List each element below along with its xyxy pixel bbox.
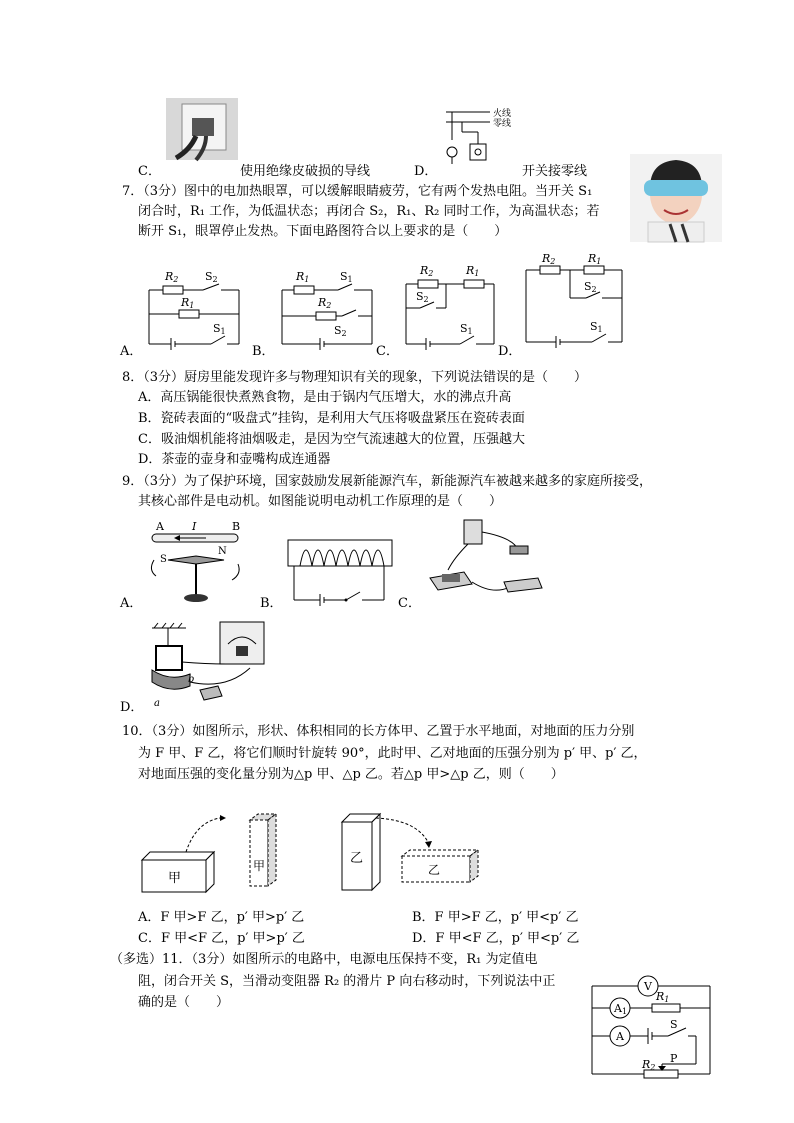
switch-on-neutral-diagram xyxy=(438,106,524,168)
q7-option-b-label: B． xyxy=(252,344,275,359)
svg-text:S2: S2 xyxy=(416,290,429,304)
svg-text:P: P xyxy=(670,1052,678,1065)
q11-line-3: 确的是（ ） xyxy=(138,995,230,1010)
q9-solenoid-diagram xyxy=(284,530,400,606)
q10-line-3: 对地面压强的变化量分别为△p 甲、△p 乙。若△p 甲>△p 乙，则（ ） xyxy=(138,767,564,782)
block-jia-label: 甲 xyxy=(168,871,182,886)
svg-text:R1: R1 xyxy=(466,264,480,278)
block-yi-rotated-label: 乙 xyxy=(428,863,441,877)
svg-text:R1: R1 xyxy=(656,990,670,1004)
svg-text:S2: S2 xyxy=(334,324,347,338)
q7-circuit-c xyxy=(402,260,502,352)
q10-option-a: A．F 甲>F 乙，p′ 甲>p′ 乙 xyxy=(138,910,305,925)
svg-text:I: I xyxy=(192,520,197,533)
q10-line-1: 10．（3分）如图所示，形状、体积相同的长方体甲、乙置于水平地面，对地面的压力分别 xyxy=(122,724,635,739)
svg-text:S2: S2 xyxy=(584,280,597,294)
q8-option-a: A．高压锅能很快煮熟食物，是由于锅内气压增大，水的沸点升高 xyxy=(138,390,512,405)
svg-text:R1: R1 xyxy=(181,296,195,310)
q11-line-1: （多选）11．（3分）如图所示的电路中，电源电压保持不变，R₁ 为定值电 xyxy=(110,952,538,967)
q10-blocks-diagram xyxy=(140,812,480,898)
q10-option-c: C．F 甲<F 乙，p′ 甲>p′ 乙 xyxy=(138,931,305,946)
svg-text:R2: R2 xyxy=(420,264,434,278)
svg-text:b: b xyxy=(188,674,195,685)
q9-oersted-diagram xyxy=(146,520,246,606)
svg-text:R2: R2 xyxy=(318,296,332,310)
q7-option-a-label: A． xyxy=(120,344,143,359)
live-wire-label: 火线 xyxy=(493,109,512,119)
q10-line-2: 为 F 甲、F 乙，将它们顺时针旋转 90°，此时甲、乙对地面的压强分别为 p′ 甲、p′ 乙， xyxy=(138,746,647,761)
svg-text:R1: R1 xyxy=(296,270,310,284)
q6-option-c-text: 使用绝缘皮破损的导线 xyxy=(240,164,371,179)
svg-text:V: V xyxy=(644,980,652,993)
q10-option-b: B．F 甲>F 乙，p′ 甲<p′ 乙 xyxy=(412,910,579,925)
svg-text:S2: S2 xyxy=(205,270,218,284)
q6-option-d-text: 开关接零线 xyxy=(522,164,588,179)
svg-text:N: N xyxy=(218,546,227,557)
q9-option-c-label: C． xyxy=(398,596,421,611)
q9-option-a-label: A． xyxy=(120,596,143,611)
q9-line-2: 其核心部件是电动机。如图能说明电动机工作原理的是（ ） xyxy=(138,494,503,509)
svg-text:R1: R1 xyxy=(588,252,602,266)
svg-text:S: S xyxy=(160,554,167,565)
q7-line-1: 7．（3分）图中的电加热眼罩，可以缓解眼睛疲劳，它有两个发热电阻。当开关 S₁ xyxy=(122,184,593,199)
q9-rail-apparatus-sketch xyxy=(424,518,544,606)
eye-mask-photo xyxy=(630,154,722,242)
block-yi-label: 乙 xyxy=(350,851,364,866)
svg-text:S: S xyxy=(670,1018,678,1031)
q7-option-c-label: C． xyxy=(376,344,399,359)
q11-line-2: 阻，闭合开关 S，当滑动变阻器 R₂ 的滑片 P 向右移动时，下列说法中正 xyxy=(138,974,556,989)
q8-option-b: B．瓷砖表面的“吸盘式”挂钩，是利用大气压将吸盘紧压在瓷砖表面 xyxy=(138,411,525,426)
q8-option-c: C．吸油烟机能将油烟吸走，是因为空气流速越大的位置，压强越大 xyxy=(138,432,525,447)
q7-circuit-b xyxy=(278,264,378,352)
socket-damaged-wire-image xyxy=(166,98,238,160)
neutral-wire-label: 零线 xyxy=(493,119,512,129)
q7-option-d-label: D． xyxy=(498,344,522,359)
q6-option-d-label: D． xyxy=(414,164,438,179)
svg-text:S1: S1 xyxy=(340,270,353,284)
svg-text:R2: R2 xyxy=(642,1058,656,1072)
q11-circuit-diagram xyxy=(588,972,716,1080)
svg-text:S1: S1 xyxy=(590,320,603,334)
svg-text:A1: A1 xyxy=(614,1002,628,1016)
q9-line-1: 9．（3分）为了保护环境，国家鼓励发展新能源汽车，新能源汽车被越来越多的家庭所接受， xyxy=(122,474,653,489)
svg-text:a: a xyxy=(154,698,160,709)
svg-text:R2: R2 xyxy=(165,270,179,284)
q7-line-3: 断开 S₁，眼罩停止发热。下面电路图符合以上要求的是（ ） xyxy=(138,224,508,239)
q7-circuit-d xyxy=(522,254,634,352)
svg-text:A: A xyxy=(156,520,164,533)
q7-circuit-a xyxy=(145,264,245,352)
q8-stem: 8．（3分）厨房里能发现许多与物理知识有关的现象，下列说法错误的是（ ） xyxy=(122,370,588,385)
q7-line-2: 闭合时，R₁ 工作，为低温状态；再闭合 S₂，R₁、R₂ 同时工作，为高温状态；若 xyxy=(138,204,600,219)
svg-text:B: B xyxy=(232,520,241,533)
q8-option-d: D．茶壶的壶身和壶嘴构成连通器 xyxy=(138,452,331,467)
svg-text:S1: S1 xyxy=(213,322,226,336)
q9-option-d-label: D． xyxy=(120,700,144,715)
svg-text:A: A xyxy=(616,1030,624,1043)
q9-galvanometer-diagram xyxy=(146,620,270,709)
q6-option-c-label: C． xyxy=(138,164,161,179)
q10-option-d: D．F 甲<F 乙，p′ 甲<p′ 乙 xyxy=(412,931,580,946)
svg-text:R2: R2 xyxy=(542,252,556,266)
q9-option-b-label: B． xyxy=(260,596,283,611)
block-jia-rotated-label: 甲 xyxy=(253,859,266,873)
svg-text:S1: S1 xyxy=(460,322,473,336)
